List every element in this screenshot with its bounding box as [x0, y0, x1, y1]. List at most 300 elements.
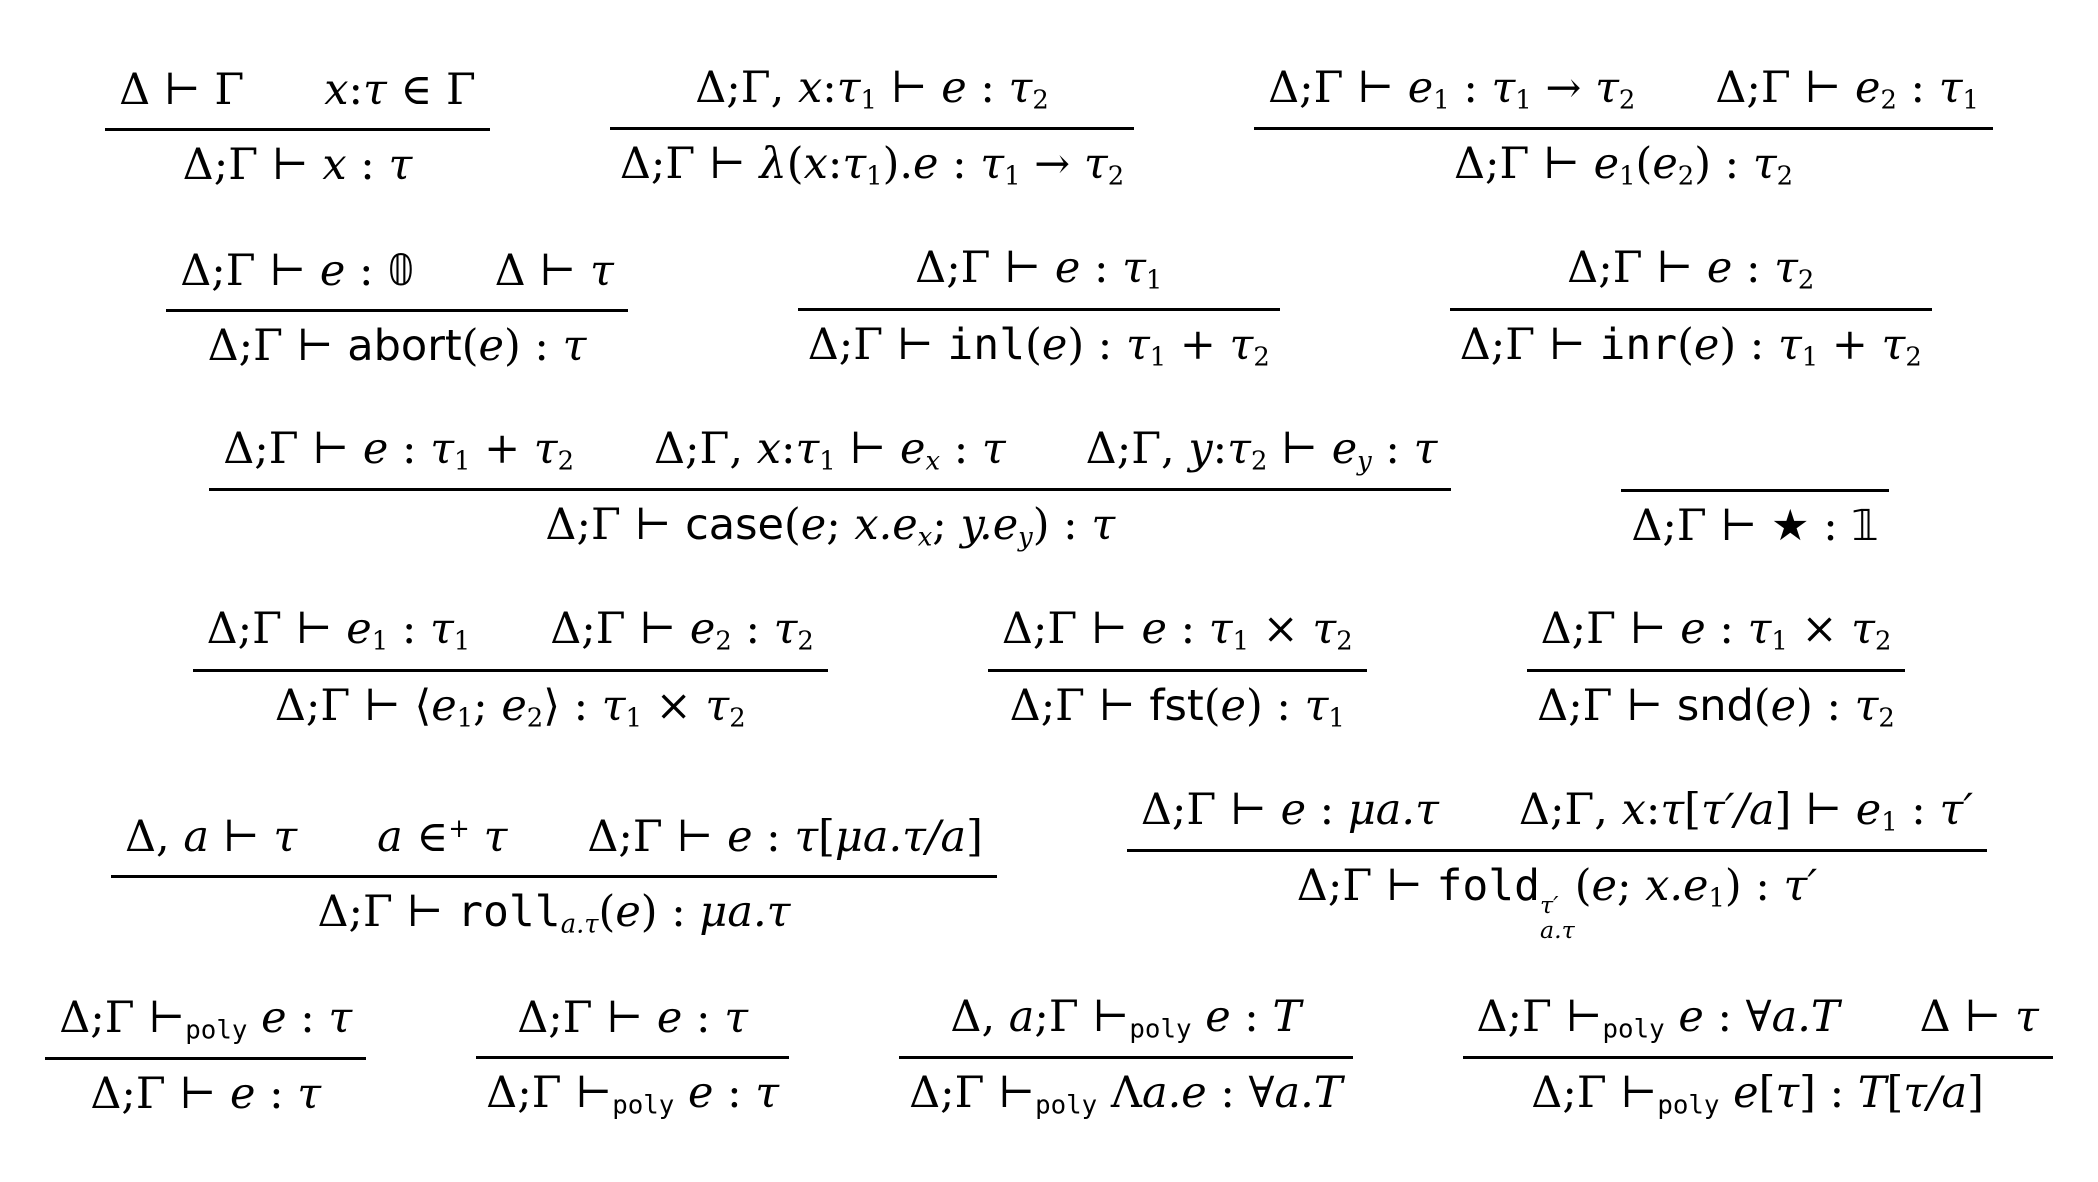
premises [45, 989, 366, 1048]
math-text: ) : [1694, 139, 1753, 190]
math-text: Δ;Γ ⊢ [517, 992, 657, 1043]
math-text: Δ;Γ ⊢ [1476, 991, 1603, 1042]
math-text: τ [1227, 423, 1251, 474]
inference-line [476, 1056, 789, 1059]
math-text: τ [1208, 604, 1233, 655]
premise [377, 808, 507, 866]
math-text: 2 [729, 702, 746, 733]
rules-row-2 [24, 239, 2074, 375]
math-text: Δ;Γ ⊢ [317, 887, 458, 938]
math-text: : [966, 62, 1009, 113]
math-text: τ [1747, 604, 1772, 655]
keyword-case: case [685, 500, 784, 551]
math-text: + [1166, 319, 1230, 370]
inference-line [988, 669, 1367, 672]
math-text: 2 [715, 626, 732, 657]
math-text: e [1678, 991, 1704, 1042]
math-text: : ∀ [1703, 991, 1772, 1042]
math-text: 1 [456, 702, 474, 733]
math-text: a.τ [1540, 915, 1575, 944]
math-text: e [362, 423, 389, 474]
math-text: e [1220, 680, 1246, 731]
math-text: e [1680, 604, 1706, 655]
math-text: ) : [1796, 680, 1855, 731]
math-text: 1 [1881, 807, 1898, 838]
rule-poly-elim [45, 989, 366, 1123]
conclusion [80, 1065, 331, 1123]
math-text: ) : [1719, 319, 1778, 370]
math-text: τ [755, 1067, 780, 1118]
rule-fold [1127, 781, 1987, 943]
math-text: τ [388, 140, 413, 191]
math-text: : [1897, 784, 1940, 835]
math-text: x [917, 522, 933, 553]
rule-inl [798, 239, 1280, 375]
inference-line [105, 128, 490, 131]
premises [1553, 239, 1828, 298]
math-text: ( [783, 500, 801, 551]
math-text: T [1857, 1067, 1887, 1118]
conclusion [1521, 1064, 1994, 1123]
math-text: [ [1684, 784, 1701, 835]
math-text: e [501, 680, 527, 731]
math-text: Δ;Γ ⊢ [1531, 1067, 1658, 1118]
math-text: [ [1886, 1067, 1904, 1118]
math-text: τ [363, 65, 387, 116]
math-text: τ [1595, 62, 1619, 113]
math-text: a [183, 812, 210, 863]
math-text: τ [1091, 500, 1116, 551]
math-text: : [940, 423, 982, 474]
conclusion [173, 136, 423, 194]
premises [166, 242, 628, 300]
math-text: 1 [1145, 265, 1163, 296]
math-text: τ [483, 812, 508, 863]
math-text: ) : [503, 320, 563, 371]
math-text: × [1249, 604, 1313, 655]
premise [59, 989, 352, 1048]
conclusion [1621, 497, 1888, 555]
math-text: τ [430, 423, 454, 474]
premise [495, 242, 614, 300]
math-text: τ [1775, 1067, 1800, 1118]
math-text: ) : [1245, 680, 1305, 731]
math-text: → [1020, 139, 1084, 190]
premise [1567, 239, 1814, 298]
math-text: ( [1203, 680, 1221, 731]
premise [1086, 420, 1438, 479]
keyword-abort: abort [347, 320, 462, 371]
math-text: e [1054, 243, 1081, 294]
math-text: 1 [1433, 85, 1450, 116]
math-text: × [642, 680, 706, 731]
math-text: Δ;Γ ⊢ [206, 604, 347, 655]
math-text: e [1141, 604, 1167, 655]
math-text: 1 [371, 626, 389, 657]
math-text: Δ;Γ ⊢ [545, 500, 686, 551]
math-text: ⊢ [209, 812, 274, 863]
math-text: x [324, 65, 349, 116]
premise [1002, 600, 1353, 659]
premise [517, 989, 748, 1047]
premises [681, 59, 1063, 118]
math-text: Δ;Γ ⊢ [90, 1068, 230, 1119]
math-text: 1 [1232, 626, 1250, 657]
math-text: : ∀ [1206, 1067, 1275, 1118]
math-text: a.T [1274, 1067, 1343, 1118]
math-text: e [656, 992, 683, 1043]
math-text: τ [601, 680, 626, 731]
math-text: τ [1008, 62, 1033, 113]
inference-line [899, 1056, 1352, 1059]
math-text: x [756, 423, 781, 474]
math-text: Δ;Γ ⊢ [1459, 319, 1600, 370]
math-text: τ [2014, 991, 2039, 1042]
rules-row-3 [24, 420, 2074, 556]
math-text: τ [1125, 319, 1150, 370]
math-text: e [900, 423, 926, 474]
math-text: : [713, 1067, 756, 1118]
math-text: ;Γ ⊢ [1034, 991, 1130, 1042]
math-text: y [1018, 522, 1033, 553]
math-text: τ [562, 320, 587, 371]
rule-abort [166, 242, 628, 375]
rule-pair [193, 600, 828, 736]
math-text: ( [1677, 319, 1694, 370]
math-text: ). [882, 139, 914, 190]
math-text: ( [1025, 319, 1042, 370]
math-text: 2 [1253, 342, 1270, 373]
math-text: Δ;Γ ⊢ [1296, 860, 1437, 911]
math-text: 1 [1801, 342, 1819, 373]
math-text: τ [842, 139, 867, 190]
math-text: : [286, 992, 329, 1043]
math-text: : [346, 140, 389, 191]
math-text: Δ;Γ, [1085, 423, 1189, 474]
math-text: ] : [1799, 1067, 1858, 1118]
math-text: τ′ [1540, 890, 1559, 919]
math-text: : [1371, 423, 1414, 474]
math-text: 1 [1515, 85, 1532, 116]
premise [125, 808, 297, 866]
math-text: 1 [1619, 161, 1636, 192]
math-text [247, 993, 261, 1043]
sub-sup-stack [1540, 890, 1575, 944]
math-text: e [1331, 423, 1358, 474]
premise [550, 600, 814, 659]
math-text: ) : [1067, 319, 1126, 370]
math-text: τ [836, 62, 861, 113]
math-text: τ/a [1903, 1067, 1968, 1118]
math-text: 2 [1336, 626, 1353, 657]
math-text: τ [1660, 784, 1685, 835]
inference-line [45, 1057, 366, 1060]
inference-line [209, 488, 1451, 491]
math-text: e [1591, 860, 1617, 911]
math-text: e [727, 812, 753, 863]
conclusion [1000, 677, 1355, 736]
math-text: 𝟘 [387, 245, 415, 296]
rule-inr [1450, 239, 1932, 375]
math-text [1719, 1068, 1733, 1118]
math-text: 1 [625, 702, 643, 733]
math-text: x [803, 139, 828, 190]
rule-type-application [1463, 988, 2053, 1124]
math-text: ; [932, 500, 961, 551]
math-text: ⊢ [835, 423, 901, 474]
math-text: 2 [1677, 161, 1695, 192]
math-text: : [255, 1068, 298, 1119]
math-text: Δ, [125, 812, 184, 863]
inference-line [610, 127, 1134, 130]
rule-var [105, 61, 490, 194]
conclusion [307, 883, 800, 942]
math-text: Δ;Γ ⊢ [1567, 243, 1707, 294]
premise [1920, 988, 2039, 1047]
math-text: 1 [866, 161, 883, 192]
math-text: e [913, 139, 939, 190]
math-text: : [1732, 243, 1775, 294]
math-text: τ [773, 604, 798, 655]
keyword-inr: inr [1599, 319, 1678, 370]
math-text: τ [1774, 243, 1798, 294]
math-text: poly [1602, 1013, 1665, 1044]
math-text: a.T [1771, 991, 1840, 1042]
math-text: e [230, 1068, 256, 1119]
math-text: ⊢ [876, 62, 942, 113]
math-text: : [1212, 423, 1228, 474]
math-text: e [1205, 991, 1231, 1042]
math-text: e [1855, 784, 1882, 835]
premise [207, 600, 471, 659]
keyword-fold: fold [1436, 860, 1541, 911]
rule-lambda [610, 59, 1134, 195]
conclusion [265, 677, 756, 736]
inference-line [1254, 127, 1993, 130]
math-text: : [752, 812, 795, 863]
math-text: : [388, 604, 430, 655]
math-text: a.τ [560, 909, 599, 940]
premises [988, 600, 1367, 659]
math-text: : [1230, 991, 1273, 1042]
math-text: Δ, [950, 991, 1009, 1042]
premise [1519, 781, 1973, 840]
math-text: Δ;Γ ⊢ [1140, 784, 1281, 835]
rule-fst [988, 600, 1367, 736]
math-text: ( [598, 887, 616, 938]
rule-type-abstraction [899, 988, 1352, 1124]
math-text: : [682, 992, 725, 1043]
math-text: Δ;Γ ⊢ [59, 992, 186, 1043]
math-text: ( [786, 139, 804, 190]
math-text: 2 [557, 446, 574, 477]
premise [654, 420, 1006, 479]
math-text: : [388, 423, 431, 474]
math-text: ∈ Γ [386, 65, 476, 116]
math-text [674, 1068, 688, 1118]
math-text: poly [612, 1090, 675, 1121]
math-text: Δ;Γ ⊢ ⟨ [274, 680, 432, 731]
math-text: : [1645, 784, 1661, 835]
math-text: x [925, 446, 941, 477]
rules-row-1 [24, 59, 2074, 195]
rule-case [209, 420, 1451, 556]
math-text: τ [1083, 139, 1108, 190]
math-text: ; [826, 500, 855, 551]
math-text: Δ;Γ ⊢ [807, 319, 948, 370]
math-text: ; [473, 680, 502, 731]
keyword-fst: fst [1149, 680, 1204, 731]
math-text: τ [328, 992, 353, 1043]
math-text: Δ;Γ, [695, 62, 798, 113]
math-text: Δ;Γ ⊢ [587, 812, 728, 863]
math-text: e [1041, 319, 1068, 370]
math-text: 2 [1905, 342, 1922, 373]
math-text: e [1407, 62, 1434, 113]
math-text: 2 [1880, 85, 1897, 116]
math-text: 2 [526, 702, 544, 733]
math-text: poly [1129, 1013, 1192, 1044]
math-text: 1 [1962, 85, 1979, 116]
conclusion [1444, 135, 1803, 194]
math-text: τ [1312, 604, 1337, 655]
math-text: e [689, 604, 716, 655]
math-text: e [1733, 1067, 1759, 1118]
premises [209, 420, 1451, 479]
math-text: : [1166, 604, 1209, 655]
math-text: τ [795, 423, 820, 474]
inference-line [1450, 308, 1932, 311]
math-text: + [1818, 319, 1882, 370]
math-text: 1 [1771, 626, 1788, 657]
math-text: Δ;Γ ⊢ [1268, 62, 1408, 113]
math-text: e [1652, 139, 1678, 190]
math-text: τ [794, 812, 819, 863]
math-text: : [1896, 62, 1939, 113]
math-text: ] [1967, 1067, 1984, 1118]
math-text: μa.τ/a [834, 812, 967, 863]
math-text: e [1693, 319, 1720, 370]
math-text: Δ;Γ, [654, 423, 757, 474]
math-text: ( [1574, 860, 1592, 911]
math-text: Δ;Γ ⊢ ★ : [1631, 501, 1852, 552]
math-text: Δ;Γ ⊢ [1537, 680, 1677, 731]
math-text: τ [1854, 680, 1879, 731]
math-text: τ [980, 139, 1005, 190]
math-text: e [1770, 680, 1797, 731]
math-text: τ [273, 812, 298, 863]
premises [1127, 781, 1987, 840]
math-text: τ [1851, 604, 1875, 655]
rule-snd [1527, 600, 1906, 736]
inference-line [1621, 489, 1888, 492]
math-text: e [261, 992, 287, 1043]
premise [1541, 600, 1892, 659]
math-text: Δ ⊢ [494, 245, 590, 296]
rule-roll [111, 808, 997, 942]
math-text: : [822, 62, 837, 113]
math-text: Δ;Γ ⊢ [223, 423, 363, 474]
inference-line [1127, 849, 1987, 852]
math-text: 𝟙 [1851, 501, 1879, 552]
math-text [1665, 992, 1679, 1042]
rule-app [1254, 59, 1993, 195]
premises [105, 61, 490, 119]
superscript [1540, 890, 1559, 919]
math-text: e [941, 62, 967, 113]
math-text: Δ;Γ ⊢ [1715, 62, 1855, 113]
math-text: e [319, 245, 346, 296]
math-text: + [470, 423, 534, 474]
math-text: y [1357, 446, 1372, 477]
conclusion [476, 1064, 789, 1123]
premise [915, 239, 1162, 298]
premises [936, 988, 1315, 1047]
math-text: a.e [1141, 1067, 1207, 1118]
math-text: μa.τ [1347, 784, 1439, 835]
math-text: Δ;Γ ⊢ [1540, 604, 1681, 655]
math-text: y.e [960, 500, 1019, 551]
math-text: τ [1229, 319, 1254, 370]
math-text: 1 [1004, 161, 1021, 192]
math-text: poly [1657, 1090, 1720, 1121]
premise [1141, 781, 1439, 840]
math-text: τ [1122, 243, 1146, 294]
math-text: Δ;Γ ⊢ [207, 320, 348, 371]
math-text: e [478, 320, 504, 371]
math-text: Δ ⊢ [1919, 991, 2015, 1042]
premise [1268, 59, 1635, 118]
premise [1477, 988, 1840, 1047]
math-text: ( [461, 320, 479, 371]
math-text: τ [981, 423, 1006, 474]
premises [1463, 988, 2053, 1047]
math-text: 1 [453, 446, 471, 477]
math-text: ] [966, 812, 983, 863]
math-text: 2 [1107, 161, 1125, 192]
math-text: : [1449, 62, 1492, 113]
math-text: x [1621, 784, 1646, 835]
math-text: y [1188, 423, 1213, 474]
math-text: Δ;Γ ⊢ [486, 1067, 613, 1118]
math-text: e [1706, 243, 1733, 294]
math-text: τ [1491, 62, 1516, 113]
premises [111, 808, 997, 866]
math-text: τ [705, 680, 730, 731]
premise [695, 59, 1049, 118]
math-text [470, 812, 484, 862]
premise [223, 420, 574, 479]
math-text: τ′ [1939, 784, 1973, 835]
conclusion [1527, 677, 1905, 736]
math-text: x.e [1645, 860, 1709, 911]
math-text: Δ;Γ ⊢ [1001, 604, 1142, 655]
keyword-snd: snd [1676, 680, 1754, 731]
conclusion [198, 317, 597, 375]
premises [1254, 59, 1993, 118]
conclusion [1450, 316, 1932, 375]
math-text: : [731, 604, 774, 655]
conclusion [1287, 857, 1827, 943]
math-text: : [1705, 604, 1748, 655]
conclusion [899, 1064, 1352, 1123]
math-text: 1 [453, 626, 471, 657]
inference-line [798, 308, 1280, 311]
math-text: λ [759, 139, 787, 190]
premise [119, 61, 244, 119]
rules-grid [24, 14, 2074, 1168]
math-text: ) : [1032, 500, 1092, 551]
